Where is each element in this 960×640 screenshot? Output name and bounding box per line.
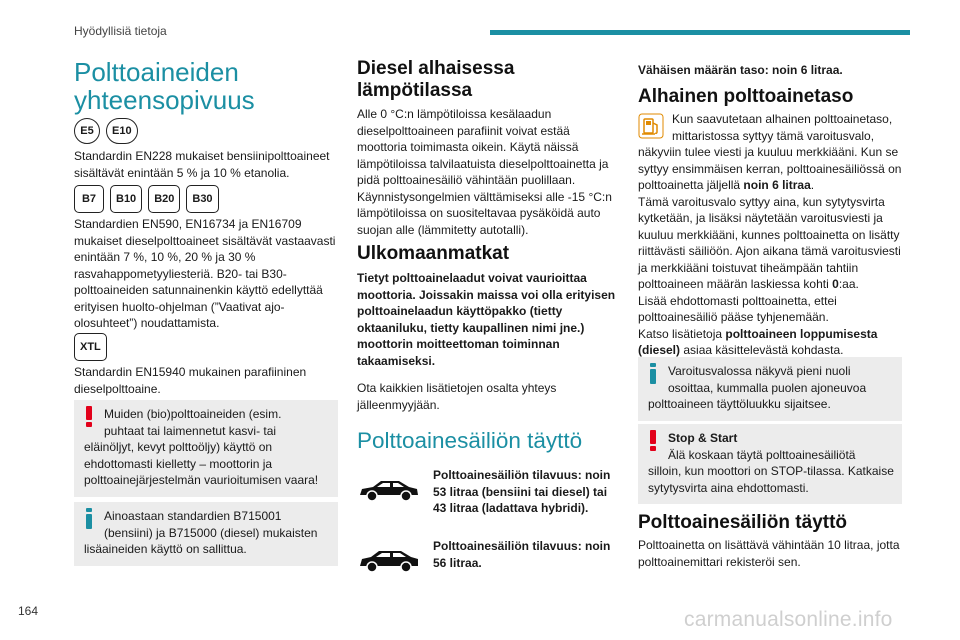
fuel-badge-b7: B7	[74, 185, 104, 213]
travel-abroad-contact-text: Ota kaikkien lisätietojen osalta yhteys jälleenmyyjään.	[357, 381, 557, 412]
refuelling-minimum-text: Polttoainetta on lisättävä vähintään 10 litraa, jotta polttoainemittari rekisteröi sen.	[638, 538, 900, 569]
car-icon	[357, 475, 421, 505]
low-fuel-text-block: Kun saavutetaan alhainen polttoainetaso, mittaristossa syttyy tämä varoitusvalo, näkyviin tulee viesti ja kuuluu merkkiääni. Kun se syttyy ensimmäisen kerran, polttoainesäiliössä on polttoainetta jäljellä noin 6 litraa. Tämä varoitusvalo syttyy aina, kun sytytysvirta kytketään, ja lisäksi näytetään varoitusviesti ja kuuluu merkkiääni, kunnes polttoainetta on lisätty riittävästi säiliöön. Ajon aikana tämä varoitusviesti ja merkkiääni toistuvat tiheämpään tahtiin polttoaineen määrän laskiessa kohti 0:aa. Lisää ehdottomasti polttoainetta, ettei polttoainesäiliö pääse tyhjenemään. Katso lisätietoja polttoaineen loppumisesta (diesel) asiaa käsittelevästä kohdasta.	[638, 112, 902, 357]
petrol-standard-text: Standardin EN228 mukaiset bensiinipolttoaineet sisältävät enintään 5 % ja 10 % etanolia.	[74, 149, 330, 180]
fuel-badge-e10: E10	[106, 118, 138, 144]
section-title-fuel-compatibility: Polttoaineiden yhteensopivuus	[74, 57, 255, 115]
page-number: 164	[18, 604, 39, 618]
info-icon	[82, 508, 96, 530]
fuel-badge-b10: B10	[110, 185, 142, 213]
section-title-travel-abroad: Ulkomaanmatkat	[357, 243, 510, 264]
watermark: carmanualsonline.info	[684, 608, 893, 631]
warning-box-biofuels: Muiden (bio)polttoaineiden (esim. puhtaat tai laimennetut kasvi- tai eläinöljyt, kevyt polttoöljy) käyttö on ehdottomasti kielletty – moottorin ja polttoainejärjestelmän vaurioitumisen vaara!	[74, 400, 338, 497]
reserve-level-text: Vähäisen määrän taso: noin 6 litraa.	[638, 63, 843, 77]
travel-abroad-warning-text: Tietyt polttoainelaadut voivat vaurioittaa moottoria. Joissakin maissa voi olla erityisen polttoainelaadun käyttöpakko (tietty oktaaniluku, tietty kaupallinen nimi jne.) moottorin moitteettoman toiminnan takaamiseksi.	[357, 271, 616, 368]
warning-box-stop-start: Stop & Start Älä koskaan täytä polttoainesäiliötä silloin, kun moottori on STOP-tilassa. Katkaise sytytysvirta aina ehdottomasti.	[638, 424, 902, 504]
tank-capacity-text-1: Polttoainesäiliön tilavuus: noin 53 litraa (bensiini tai diesel) tai 43 litraa (ladattava hybridi).	[433, 468, 611, 515]
fuel-pump-warning-icon	[638, 113, 664, 139]
fuel-badge-b30: B30	[186, 185, 218, 213]
fuel-badge-b20: B20	[148, 185, 180, 213]
petrol-badges	[74, 118, 138, 144]
section-title-low-fuel: Alhainen polttoainetaso	[638, 86, 854, 107]
capacity-row-2	[357, 538, 621, 576]
diesel-badges	[74, 185, 219, 213]
info-box-fuel-flap-arrow: Varoitusvalossa näkyvä pieni nuoli osoittaa, kummalla puolen ajoneuvoa polttoaineen täyttöluukku sijaitsee.	[638, 357, 902, 421]
xtl-badges	[74, 333, 107, 361]
xtl-standard-text: Standardin EN15940 mukainen parafiininen dieselpolttoaine.	[74, 365, 307, 396]
header-accent-bar	[490, 30, 910, 35]
fuel-badge-xtl: XTL	[74, 333, 107, 361]
section-title-tank-filling: Polttoainesäiliön täyttö	[357, 428, 583, 453]
tank-capacity-text-2: Polttoainesäiliön tilavuus: noin 56 litraa.	[433, 539, 611, 570]
diesel-standard-text: Standardien EN590, EN16734 ja EN16709 mukaiset dieselpolttoaineet sisältävät vastaavasti enintään 7 %, 10 %, 20 % ja 30 % rasvahappometyyliesteriä. B20- tai B30-polttoaineiden satunnainenkin käyttö edellyttää erityisen huolto-ohjelman (”Vaativat ajo-olosuhteet”) noudattamista.	[74, 217, 336, 330]
warning-exclamation-icon	[82, 406, 96, 428]
warning-exclamation-icon	[646, 430, 660, 452]
car-icon	[357, 546, 421, 576]
section-title-diesel-low-temp: Diesel alhaisessa lämpötilassa	[357, 58, 515, 101]
section-title-refuelling: Polttoainesäiliön täyttö	[638, 512, 848, 533]
info-icon	[646, 363, 660, 385]
fuel-badge-e5: E5	[74, 118, 100, 144]
info-box-additives: Ainoastaan standardien B715001 (bensiini) ja B715000 (diesel) mukaisten lisäaineiden käyttö on sallittua.	[74, 502, 338, 566]
diesel-low-temp-text: Alle 0 °C:n lämpötiloissa kesälaadun dieselpolttoaineen parafiinit voivat estää moottoria toimimasta oikein. Käytä näissä lämpötiloissa talvilaatuista dieselpolttoainetta ja pidä polttoainesäiliö vähintään puolillaan. Käynnistysongelmien välttämiseksi alle -15 °C:n lämpötiloissa on suositeltavaa pysäköidä auto suojan alle (lämmitetty autotalli).	[357, 107, 612, 237]
running-header: Hyödyllisiä tietoja	[74, 24, 167, 38]
capacity-row-1	[357, 467, 621, 517]
